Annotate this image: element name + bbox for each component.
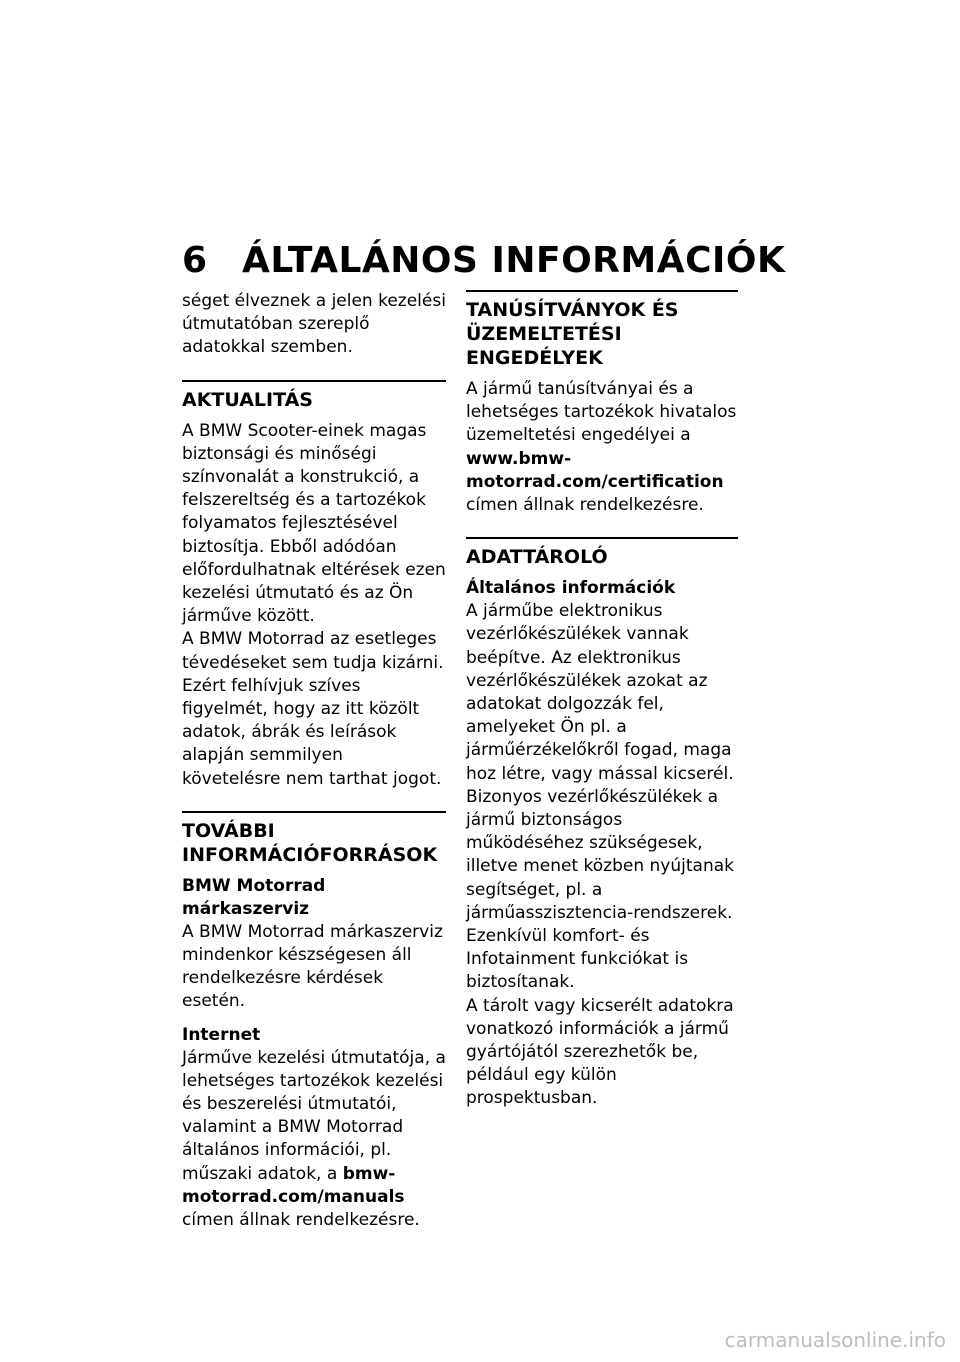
intro-section bbox=[182, 290, 446, 360]
tanusitvanyok-text-a: A jármű tanúsítványai és a lehetséges tartozékok hivatalos üzemeltetési engedélyei a bbox=[466, 379, 737, 446]
subtitle-markaszerviz: BMW Motorrad márkaszerviz bbox=[182, 875, 326, 919]
section-divider bbox=[466, 537, 738, 539]
tanusitvanyok-text-b: címen állnak rendelkezésre. bbox=[466, 495, 704, 516]
chapter-number: 6 bbox=[182, 240, 208, 281]
subtitle-internet: Internet bbox=[182, 1024, 261, 1045]
watermark: carmanualsonline.info bbox=[724, 1328, 946, 1352]
aktualitas-section bbox=[182, 380, 446, 791]
section-divider bbox=[466, 290, 738, 292]
page-title bbox=[182, 240, 785, 281]
section-title-tovabbi: TOVÁBBI INFORMÁCIÓFORRÁSOK bbox=[182, 819, 438, 866]
adattarolo-section bbox=[466, 537, 738, 1110]
right-column bbox=[466, 290, 738, 1111]
section-title-tanusitvanyok: TANÚSÍTVÁNYOK ÉS ÜZEMELTETÉSI ENGEDÉLYEK bbox=[466, 299, 679, 369]
section-title-adattarolo: ADATTÁROLÓ bbox=[466, 546, 608, 569]
adattarolo-paragraph-2: A tárolt vagy kicserélt adatokra vonatkozó információk a jármű gyártójától szerezhetők be, például egy külön prospektusban. bbox=[466, 995, 734, 1109]
internet-paragraph bbox=[182, 1047, 446, 1233]
section-divider bbox=[182, 380, 446, 382]
section-title-aktualitas: AKTUALITÁS bbox=[182, 388, 313, 411]
chapter-title: ÁLTALÁNOS INFORMÁCIÓK bbox=[242, 240, 786, 281]
certification-link[interactable]: www.bmw-motorrad.com/certification bbox=[466, 448, 724, 492]
subtitle-altalanos: Általános információk bbox=[466, 578, 676, 599]
tovabbi-section bbox=[182, 811, 446, 1232]
intro-text: séget élveznek a jelen kezelési útmutatóban szereplő adatokkal szemben. bbox=[182, 291, 446, 358]
markaszerviz-paragraph: A BMW Motorrad márkaszerviz mindenkor készségesen áll rendelkezésre kérdések esetén. bbox=[182, 921, 443, 1012]
internet-text-b: címen állnak rendelkezésre. bbox=[182, 1210, 420, 1231]
section-divider bbox=[182, 811, 446, 813]
aktualitas-paragraph-2: A BMW Motorrad az esetleges tévedéseket sem tudja kizárni. Ezért felhívjuk szíves figyelmét, hogy az itt közölt adatok, ábrák és leírások alapján semmilyen követelésre nem tarthat jogot. bbox=[182, 629, 444, 789]
adattarolo-paragraph-1: A járműbe elektronikus vezérlőkészülékek vannak beépítve. Az elektronikus vezérlőkészülékek azokat az adatokat dolgozzák fel, amelyeket Ön pl. a járműérzékelőkről fogad, maga hoz létre, vagy mással kicserél. Bizonyos vezérlőkészülékek a jármű biztonságos működéséhez szükségesek, illetve menet közben nyújtanak segítséget, pl. a járműasszisztencia-rendszerek. Ezenkívül komfort- és Infotainment funkciókat is biztosítanak. bbox=[466, 601, 734, 993]
aktualitas-paragraph-1: A BMW Scooter-einek magas biztonsági és minőségi színvonalát a konstrukció, a felszereltség és a tartozékok folyamatos fejlesztésével biztosítja. Ebből adódóan előfordulhatnak eltérések ezen kezelési útmutató és az Ön járműve között. bbox=[182, 420, 446, 627]
manuals-link[interactable]: bmw-motorrad.com/manuals bbox=[182, 1163, 405, 1207]
internet-text-a: Járműve kezelési útmutatója, a lehetséges tartozékok kezelési és beszerelési útmutatói, valamint a BMW Motorrad általános információi, pl. műszaki adatok, a bbox=[182, 1047, 446, 1184]
left-column bbox=[182, 290, 446, 1232]
tanusitvanyok-paragraph bbox=[466, 378, 738, 517]
tanusitvanyok-section bbox=[466, 290, 738, 517]
